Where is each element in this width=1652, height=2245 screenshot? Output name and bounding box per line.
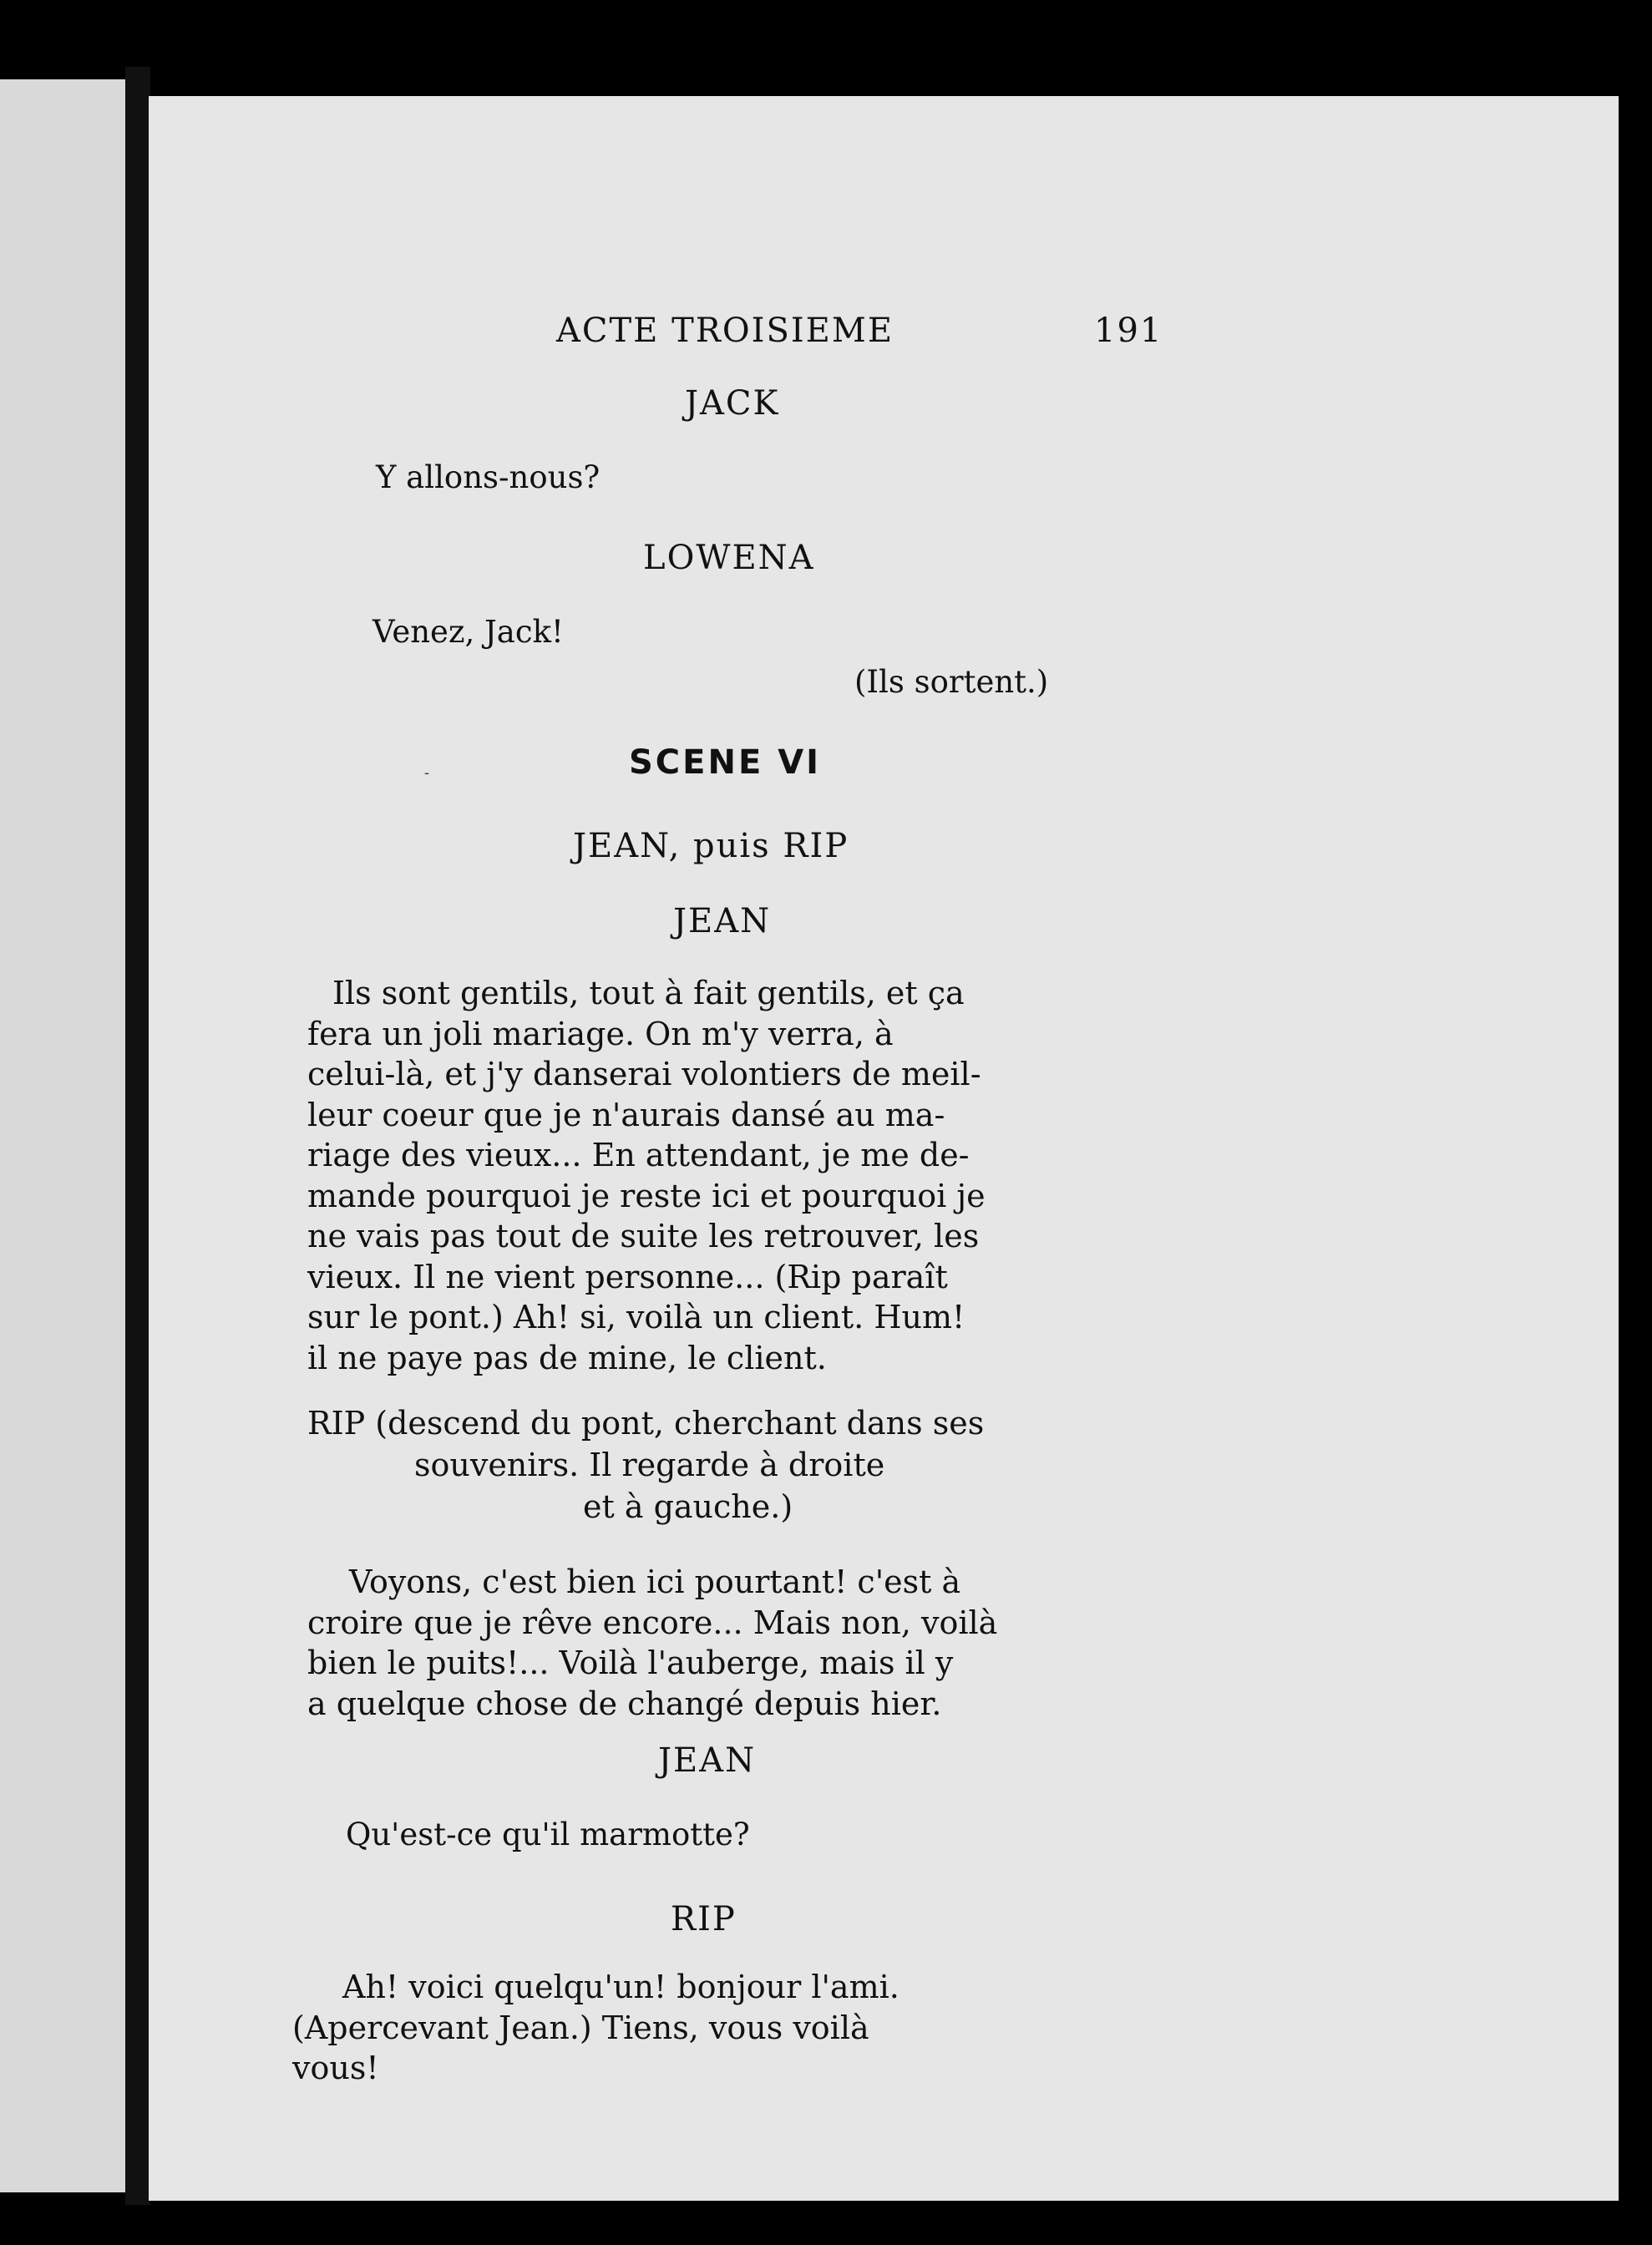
text-line: a quelque chose de changé depuis hier. [307, 1685, 942, 1722]
speaker-jack: JACK [685, 384, 780, 423]
rip-stage-direction-line1: RIP (descend du pont, cherchant dans ses [307, 1405, 985, 1442]
rip-stage-direction-line3: et à gauche.) [583, 1488, 793, 1525]
scene-characters: JEAN, puis RIP [573, 827, 849, 865]
book-gutter [125, 67, 150, 2205]
text-line: vieux. Il ne vient personne... (Rip paraît [307, 1258, 948, 1295]
text-line: celui-là, et j'y danserai volontiers de meil- [307, 1056, 981, 1092]
scene-title: SCENE VI [629, 743, 822, 782]
text-line: sur le pont.) Ah! si, voilà un client. Hum! [307, 1299, 965, 1335]
jean-monologue [307, 973, 1285, 1378]
rip-stage-direction-line2: souvenirs. Il regarde à droite [414, 1447, 885, 1483]
speaker-jean: JEAN [673, 902, 772, 940]
page-number: 191 [1094, 312, 1163, 350]
speaker-rip: RIP [671, 1900, 737, 1938]
rip-monologue [307, 1562, 1285, 1724]
text-line: Voyons, c'est bien ici pourtant! c'est à [349, 1563, 961, 1600]
dialogue-jack: Y allons-nous? [376, 459, 600, 495]
text-line: il ne paye pas de mine, le client. [307, 1339, 827, 1376]
running-title: ACTE TROISIEME [556, 312, 894, 350]
left-page-edge [0, 79, 125, 2192]
text-line: bien le puits!... Voilà l'auberge, mais il y [307, 1644, 954, 1681]
text-line: mande pourquoi je reste ici et pourquoi je [307, 1177, 986, 1214]
stage-direction-exit: (Ils sortent.) [854, 664, 1049, 700]
rip-reply [292, 1967, 1268, 2089]
text-line: leur coeur que je n'aurais dansé au ma- [307, 1096, 945, 1133]
speaker-jean-2: JEAN [658, 1741, 757, 1780]
text-line: vous! [292, 2050, 379, 2086]
dialogue-jean-2: Qu'est-ce qu'il marmotte? [346, 1817, 750, 1852]
text-line: Ils sont gentils, tout à fait gentils, et ça [332, 975, 965, 1011]
text-line: ne vais pas tout de suite les retrouver, les [307, 1218, 980, 1254]
text-line: (Apercevant Jean.) Tiens, vous voilà [292, 2009, 869, 2046]
smudge-mark: - [424, 764, 430, 782]
text-line: croire que je rêve encore... Mais non, voilà [307, 1604, 998, 1641]
text-line: Ah! voici quelqu'un! bonjour l'ami. [342, 1969, 899, 2005]
text-line: fera un joli mariage. On m'y verra, à [307, 1015, 894, 1052]
text-line: riage des vieux... En attendant, je me de- [307, 1137, 970, 1173]
dialogue-lowena: Venez, Jack! [372, 614, 564, 650]
speaker-lowena: LOWENA [643, 539, 815, 577]
book-page [149, 96, 1619, 2201]
